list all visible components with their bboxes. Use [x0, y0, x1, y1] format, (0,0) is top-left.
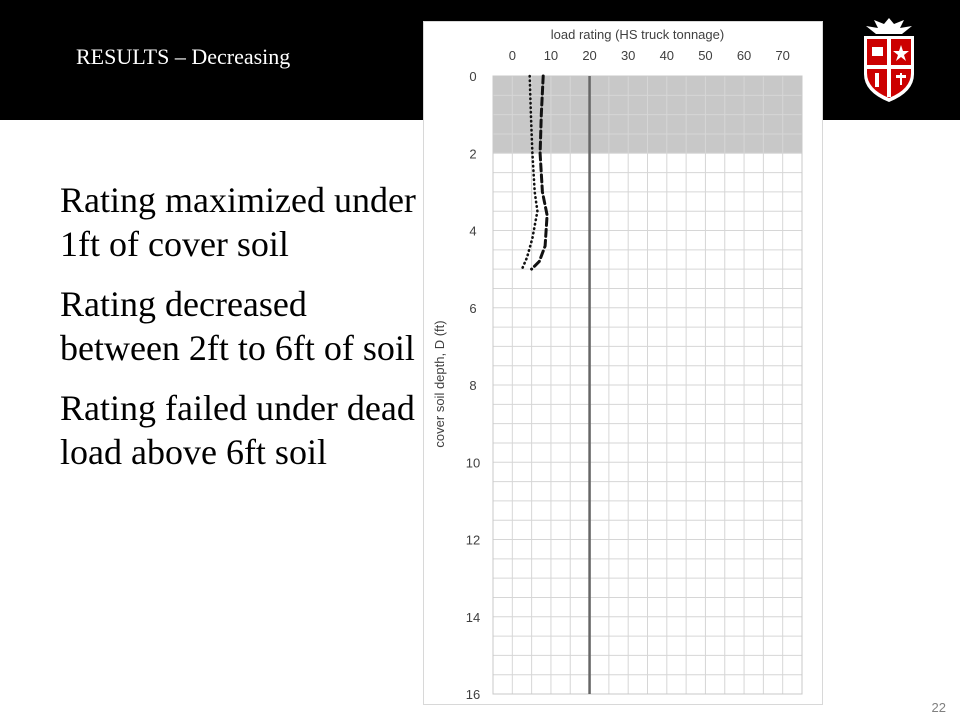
y-tick-label: 10 — [465, 455, 481, 471]
x-tick-label: 40 — [659, 48, 675, 63]
y-tick-label: 14 — [465, 609, 481, 625]
y-tick-label: 6 — [469, 300, 477, 316]
x-tick-label: 20 — [582, 48, 597, 63]
bullet-item: Rating failed under dead load above 6ft soil — [60, 388, 415, 472]
university-shield-logo-icon — [856, 14, 922, 104]
bullet-list — [60, 178, 420, 490]
bullet-item: Rating decreased between 2ft to 6ft of soil — [60, 284, 415, 368]
y-tick-label: 12 — [465, 532, 481, 548]
load-rating-chart — [424, 22, 822, 704]
y-axis-title: cover soil depth, D (ft) — [432, 320, 447, 448]
x-axis-title: load rating (HS truck tonnage) — [550, 27, 725, 42]
y-tick-label: 2 — [469, 146, 477, 162]
x-tick-label: 30 — [620, 48, 636, 63]
y-tick-label: 0 — [469, 69, 477, 84]
bullet-item: Rating maximized under 1ft of cover soil — [60, 180, 416, 264]
page-number: 22 — [931, 700, 946, 715]
chart-panel — [424, 22, 822, 704]
slide-title: RESULTS – Decreasing — [76, 44, 291, 69]
x-tick-label: 60 — [736, 48, 752, 63]
x-tick-label: 50 — [698, 48, 713, 63]
x-tick-label: 0 — [508, 48, 516, 63]
y-tick-label: 8 — [469, 378, 477, 393]
y-tick-label: 16 — [465, 687, 481, 702]
y-tick-label: 4 — [469, 223, 477, 239]
x-tick-label: 10 — [543, 48, 559, 63]
x-tick-label: 70 — [775, 48, 790, 63]
